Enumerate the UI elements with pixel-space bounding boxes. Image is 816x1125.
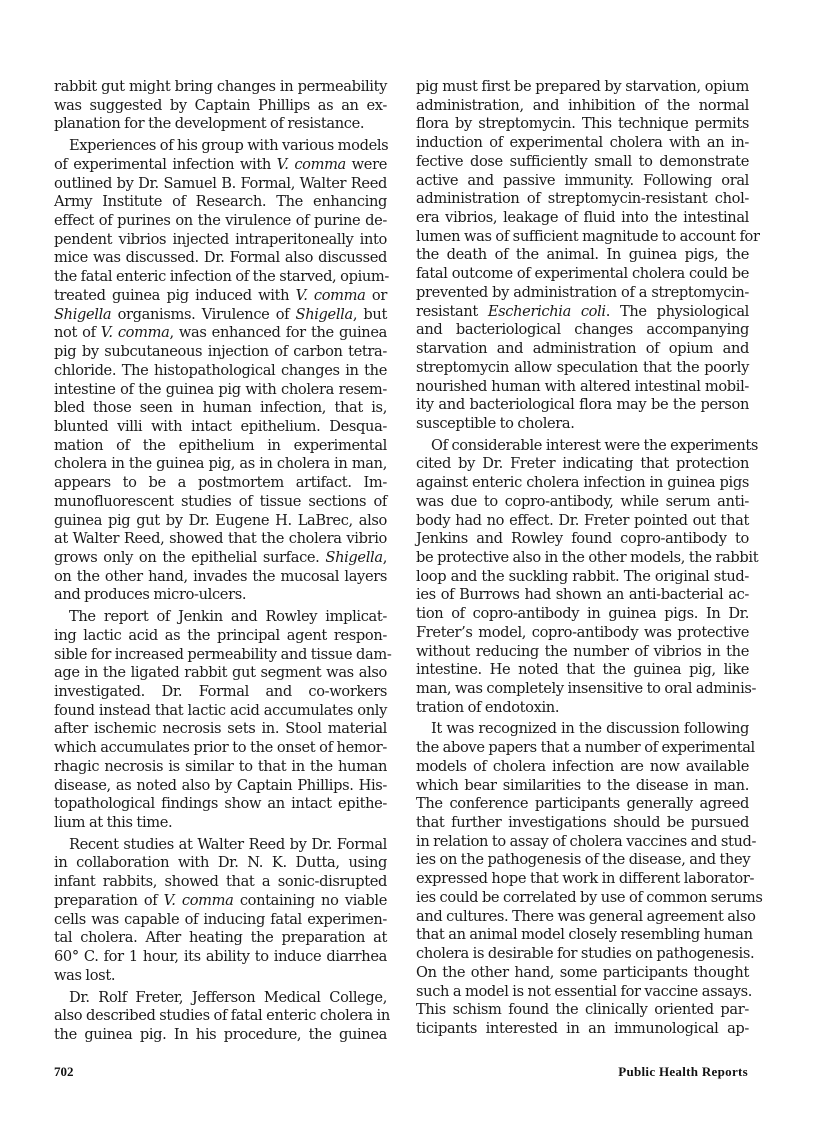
text-line: was lost.	[54, 966, 116, 984]
text-line: against enteric cholera infection in guinea pigs	[416, 474, 749, 492]
text-line: that further investigations should be pursued	[416, 814, 749, 832]
text-line: on the other hand, invades the mucosal layers	[54, 567, 387, 585]
text-line: ies on the pathogenesis of the disease, and they	[416, 851, 751, 869]
text-line: blunted villi with intact epithelium. Desqua-	[54, 417, 387, 435]
text-line: in relation to assay of cholera vaccines and stud-	[416, 832, 757, 850]
text-line: which accumulates prior to the onset of hemor-	[54, 739, 387, 757]
text-line: intestine of the guinea pig with cholera resem-	[54, 380, 387, 398]
left-text-column	[54, 78, 392, 1045]
text-line: This schism found the clinically oriented par-	[416, 1001, 749, 1019]
text-line: age in the ligated rabbit gut segment was also	[54, 664, 387, 682]
text-line: prevented by administration of a streptomycin-	[416, 283, 749, 301]
text-line: flora by streptomycin. This technique permits	[416, 115, 749, 133]
text-line: also described studies of fatal enteric cholera in	[54, 1007, 390, 1025]
text-line: pendent vibrios injected intraperitoneally into	[54, 230, 387, 248]
text-line: rhagic necrosis is similar to that in the human	[54, 757, 387, 775]
text-line: rabbit gut might bring changes in permeability	[54, 78, 387, 95]
text-line: such a model is not essential for vaccine assays.	[416, 982, 753, 1000]
text-line: was suggested by Captain Phillips as an ex-	[54, 96, 387, 114]
text-line: cholera is desirable for studies on pathogenesis.	[416, 945, 755, 963]
text-line: intestine. He noted that the guinea pig, like	[416, 661, 749, 679]
text-line: ing lactic acid as the principal agent respon-	[54, 626, 387, 644]
journal-title-footer: Public Health Reports	[618, 1064, 748, 1079]
text-line: Experiences of his group with various models	[69, 137, 389, 155]
text-line: Recent studies at Walter Reed by Dr. Formal	[69, 835, 387, 853]
text-line: Freter’s model, copro-antibody was protective	[416, 623, 749, 641]
text-line: bled those seen in human infection, that is,	[54, 399, 387, 417]
text-line: mice was discussed. Dr. Formal also discussed	[54, 249, 387, 267]
text-line: sible for increased permeability and tissue dam-	[54, 645, 392, 663]
text-line: chloride. The histopathological changes in the	[54, 361, 387, 379]
text-line: administration, and inhibition of the normal	[416, 96, 749, 114]
text-line: Of considerable interest were the experiments	[431, 436, 759, 454]
text-line: Army Institute of Research. The enhancing	[54, 193, 387, 211]
text-line: pig must first be prepared by starvation, opium	[416, 78, 749, 95]
text-line: tal cholera. After heating the preparation at	[54, 929, 387, 947]
text-line: the death of the animal. In guinea pigs, the	[416, 246, 749, 264]
text-line: ity and bacteriological flora may be the person	[416, 396, 749, 414]
text-line: planation for the development of resistance.	[54, 115, 365, 133]
text-line: induction of experimental cholera with an in-	[416, 134, 749, 152]
text-line: Jenkins and Rowley found copro-antibody to	[416, 530, 749, 548]
text-line: lumen was of sufficient magnitude to account for	[416, 227, 760, 245]
text-line: fective dose sufficiently small to demonstrate	[416, 152, 749, 170]
right-text-column	[416, 78, 763, 1039]
text-line: the fatal enteric infection of the starved, opium-	[54, 268, 390, 286]
text-line: cited by Dr. Freter indicating that protection	[416, 455, 749, 473]
text-line: and bacteriological changes accompanying	[416, 321, 749, 339]
text-line: the above papers that a number of experimental	[416, 739, 755, 757]
text-line: that an animal model closely resembling human	[416, 926, 753, 944]
text-line: treated guinea pig induced with V. comma or	[54, 286, 387, 304]
text-line: 60° C. for 1 hour, its ability to induce diarrhea	[54, 948, 387, 966]
text-line: mation of the epithelium in experimental	[54, 436, 387, 454]
text-line: cholera in the guinea pig, as in cholera in man,	[54, 455, 387, 473]
text-line: expressed hope that work in different laborator-	[416, 870, 755, 888]
text-line: effect of purines on the virulence of purine de-	[54, 212, 387, 230]
text-line: topathological findings show an intact epithe-	[54, 795, 387, 813]
text-line: On the other hand, some participants thought	[416, 963, 749, 981]
text-line: loop and the suckling rabbit. The original stud-	[416, 567, 749, 585]
text-line: outlined by Dr. Samuel B. Formal, Walter Reed	[54, 174, 387, 192]
text-line: in collaboration with Dr. N. K. Dutta, using	[54, 854, 387, 872]
text-line: appears to be a postmortem artifact. Im-	[54, 474, 387, 492]
text-line: starvation and administration of opium and	[416, 340, 749, 358]
text-line: streptomycin allow speculation that the poorly	[416, 358, 749, 376]
text-line: susceptible to cholera.	[416, 414, 575, 432]
text-line: models of cholera infection are now available	[416, 757, 749, 775]
text-line: found instead that lactic acid accumulates only	[54, 701, 387, 719]
text-line: body had no effect. Dr. Freter pointed out that	[416, 511, 749, 529]
text-line: at Walter Reed, showed that the cholera vibrio	[54, 530, 387, 548]
text-line: The report of Jenkin and Rowley implicat-	[69, 608, 387, 626]
text-line: be protective also in the other models, the rabbit	[416, 548, 759, 566]
text-line: ticipants interested in an immunological ap-	[416, 1019, 749, 1037]
text-line: era vibrios, leakage of fluid into the intestinal	[416, 209, 749, 227]
text-line: the guinea pig. In his procedure, the guinea	[54, 1025, 387, 1043]
text-line: ies of Burrows had shown an anti-bacterial ac-	[416, 586, 749, 604]
text-line: which bear similarities to the disease in man.	[416, 776, 749, 794]
text-line: resistant Escherichia coli. The physiological	[416, 302, 749, 320]
text-line: grows only on the epithelial surface. Shigella,	[54, 548, 387, 566]
text-line: tration of endotoxin.	[416, 698, 560, 716]
text-line: guinea pig gut by Dr. Eugene H. LaBrec, also	[54, 511, 387, 529]
text-line: of experimental infection with V. comma were	[54, 155, 387, 173]
text-line: munofluorescent studies of tissue sections of	[54, 492, 387, 510]
text-line: without reducing the number of vibrios in the	[416, 642, 749, 660]
text-line: investigated. Dr. Formal and co-workers	[54, 683, 387, 700]
text-line: ies could be correlated by use of common serums	[416, 888, 763, 906]
text-line: man, was completely insensitive to oral adminis-	[416, 680, 757, 697]
text-line: infant rabbits, showed that a sonic-disrupted	[54, 873, 387, 891]
text-line: fatal outcome of experimental cholera could be	[416, 265, 749, 283]
text-line: administration of streptomycin-resistant chol-	[416, 190, 749, 208]
text-line: lium at this time.	[54, 814, 173, 832]
text-line: and cultures. There was general agreement also	[416, 907, 756, 925]
text-line: not of V. comma, was enhanced for the guinea	[54, 324, 387, 342]
text-line: and produces micro-ulcers.	[54, 586, 247, 604]
text-line: cells was capable of inducing fatal experimen-	[54, 910, 387, 928]
text-line: nourished human with altered intestinal mobil-	[416, 377, 749, 395]
text-line: It was recognized in the discussion following	[431, 720, 749, 738]
text-line: tion of copro-antibody in guinea pigs. In Dr.	[416, 605, 749, 623]
text-line: was due to copro-antibody, while serum anti-	[416, 492, 749, 510]
text-line: The conference participants generally agreed	[416, 795, 749, 813]
text-line: preparation of V. comma containing no viable	[54, 891, 387, 909]
text-line: after ischemic necrosis sets in. Stool material	[54, 720, 387, 738]
text-line: disease, as noted also by Captain Phillips. His-	[54, 776, 387, 794]
text-line: pig by subcutaneous injection of carbon tetra-	[54, 343, 387, 361]
page-number: 702	[54, 1064, 74, 1079]
text-line: Dr. Rolf Freter, Jefferson Medical College,	[69, 988, 387, 1006]
text-line: active and passive immunity. Following oral	[416, 171, 749, 189]
text-line: Shigella organisms. Virulence of Shigella, but	[54, 305, 387, 323]
